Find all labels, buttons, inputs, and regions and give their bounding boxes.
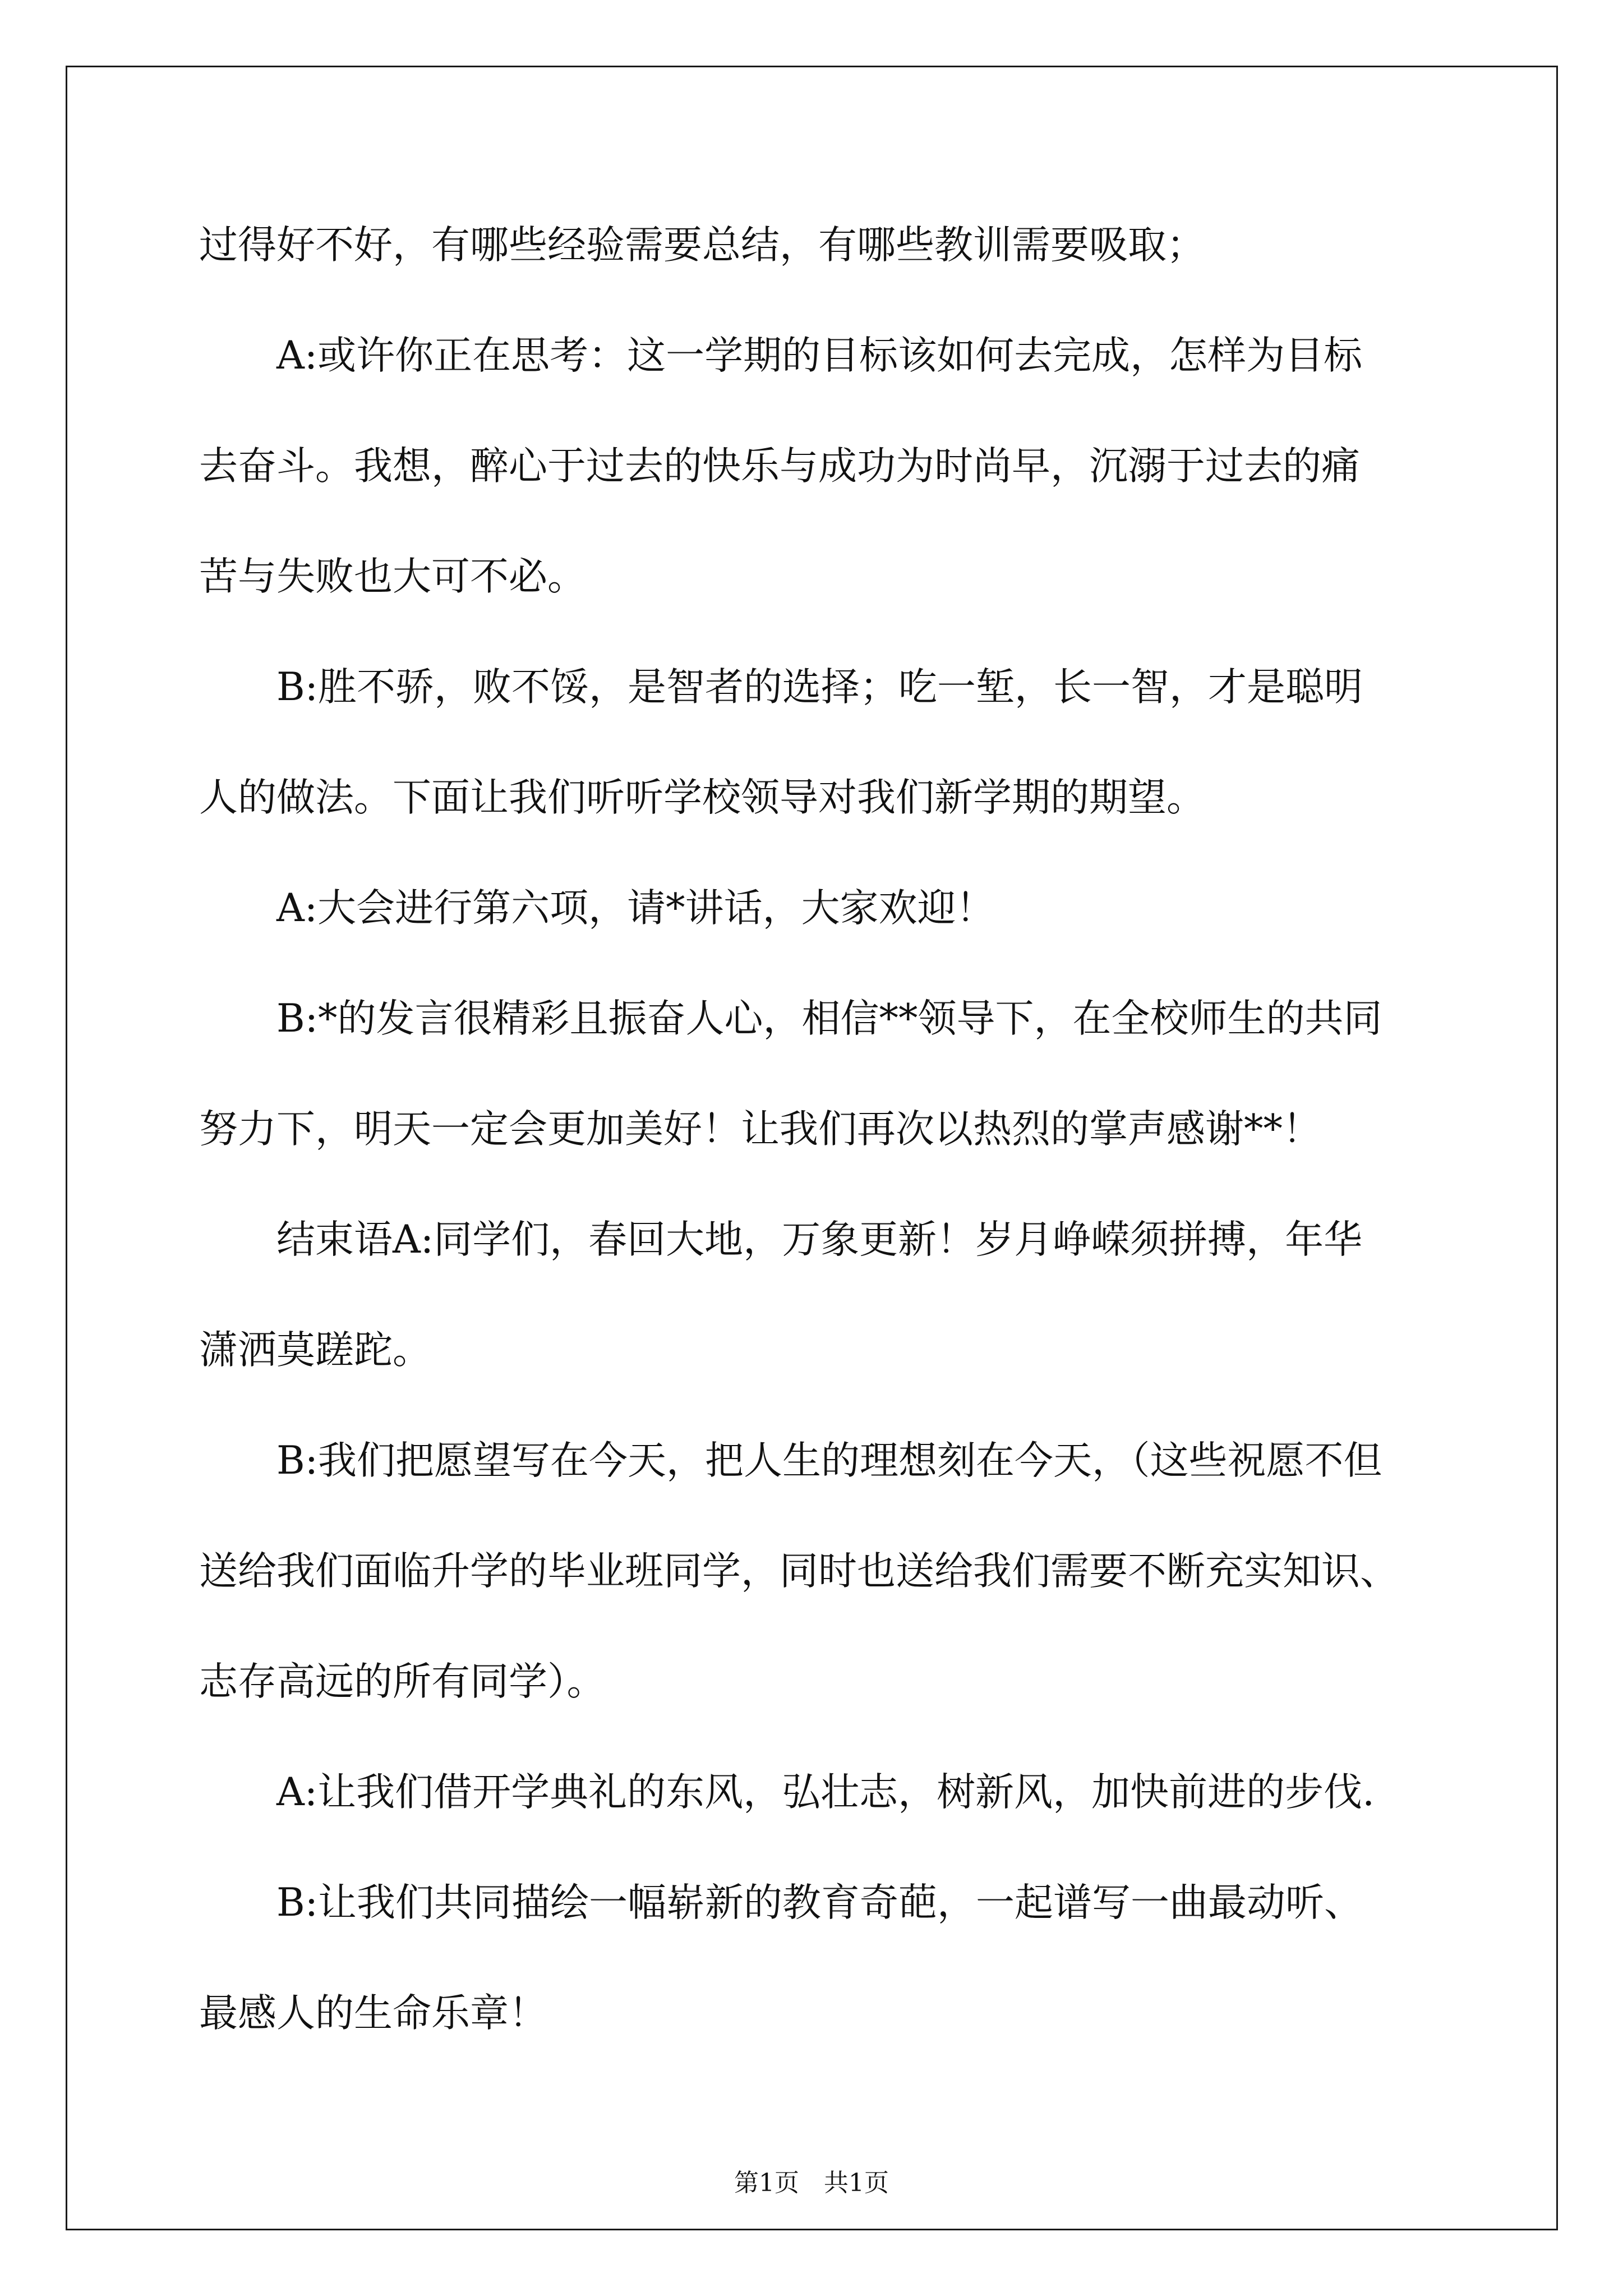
text-line: 苦与失败也大可不必。 bbox=[199, 554, 586, 599]
text-line: 结束语A:同学们，春回大地，万象更新！岁月峥嵘须拼搏，年华 bbox=[276, 1217, 1363, 1262]
text-line: 最感人的生命乐章！ bbox=[199, 1991, 547, 2036]
text-line: B:胜不骄，败不馁，是智者的选择；吃一堑，长一智，才是聪明 bbox=[276, 665, 1363, 710]
page-number: 第1页 bbox=[734, 2169, 799, 2197]
text-line: B:让我们共同描绘一幅崭新的教育奇葩，一起谱写一曲最动听、 bbox=[276, 1880, 1363, 1925]
text-line: A:或许你正在思考：这一学期的目标该如何去完成，怎样为目标 bbox=[276, 333, 1363, 378]
text-line: 志存高远的所有同学）。 bbox=[199, 1659, 606, 1704]
text-line: 去奋斗。我想，醉心于过去的快乐与成功为时尚早，沉溺于过去的痛 bbox=[199, 444, 1360, 489]
text-line: B:我们把愿望写在今天，把人生的理想刻在今天，（这些祝愿不但 bbox=[276, 1438, 1382, 1483]
text-line: 潇洒莫蹉跎。 bbox=[199, 1328, 431, 1373]
text-line: A:让我们借开学典礼的东风，弘壮志，树新风，加快前进的步伐. bbox=[276, 1770, 1375, 1815]
text-line: 过得好不好，有哪些经验需要总结，有哪些教训需要吸取； bbox=[199, 223, 1205, 268]
text-line: 努力下，明天一定会更加美好！让我们再次以热烈的掌声感谢**！ bbox=[199, 1107, 1321, 1152]
page-total: 共1页 bbox=[824, 2169, 889, 2197]
page-footer bbox=[0, 2166, 1623, 2200]
text-line: 人的做法。下面让我们听听学校领导对我们新学期的期望。 bbox=[199, 775, 1205, 820]
text-line: A:大会进行第六项，请*讲话，大家欢迎！ bbox=[276, 886, 995, 931]
text-line: 送给我们面临升学的毕业班同学，同时也送给我们需要不断充实知识、 bbox=[199, 1549, 1399, 1594]
text-line: B:*的发言很精彩且振奋人心，相信**领导下，在全校师生的共同 bbox=[276, 996, 1382, 1041]
